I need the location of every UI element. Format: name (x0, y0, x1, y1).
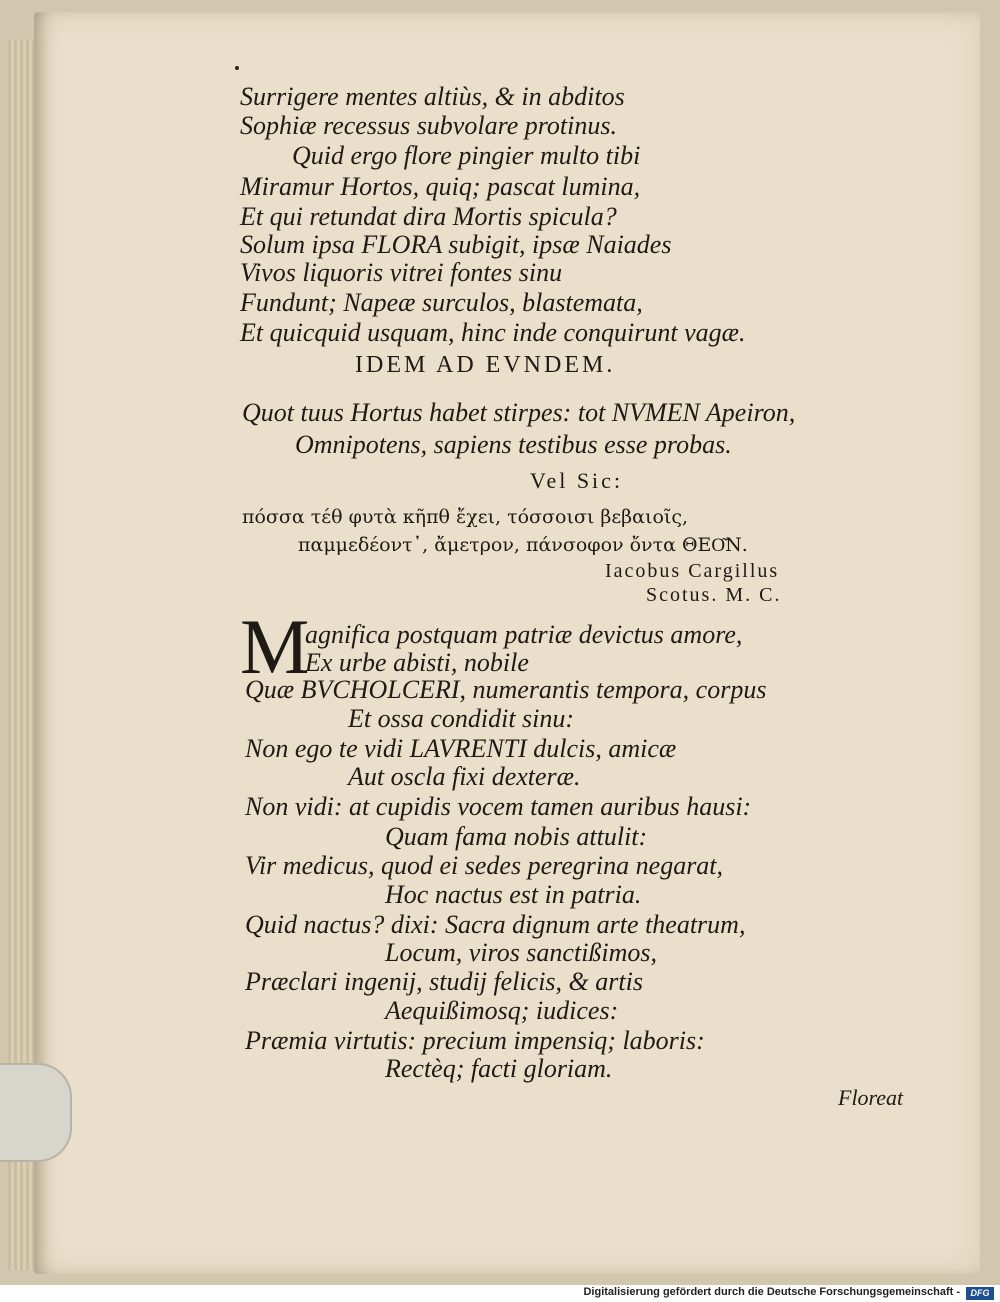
poem3-line-5: Non ego te vidi LAVRENTI dulcis, amicæ (245, 734, 677, 763)
signature-title: Scotus. M. C. (646, 584, 782, 606)
signature-name: Iacobus Cargillus (605, 560, 780, 582)
poem3-line-7: Non vidi: at cupidis vocem tamen auribus hausi: (245, 792, 752, 821)
poem3-line-10: Hoc nactus est in patria. (385, 880, 642, 909)
greek-line-1: πόσσα τέθ φυτὰ κῆπθ ἔχει, τόσσοισι βεβαιοῖς, (242, 506, 689, 528)
dfg-logo-icon: DFG (966, 1287, 994, 1300)
poem3-line-9: Vir medicus, quod ei sedes peregrina negarat, (245, 851, 724, 880)
poem1-line-3: Quid ergo flore pingier multo tibi (292, 141, 641, 170)
poem3-line-13: Præclari ingenij, studij felicis, & artis (245, 967, 643, 996)
greek-line-2: παμμεδέοντ᾽, ἄμετρον, πάνσοφον ὄντα ΘΕΟ͂Ν. (298, 534, 748, 556)
poem3-line-6: Aut oscla fixi dexteræ. (348, 762, 581, 791)
heading-idem-ad-eundem: IDEM AD EVNDEM. (355, 352, 616, 378)
footer-bar (0, 1285, 1000, 1302)
poem3-line-15: Præmia virtutis: precium impensiq; laboris: (245, 1026, 705, 1055)
poem1-line-2: Sophiæ recessus subvolare protinus. (240, 111, 617, 140)
poem1-line-4: Miramur Hortos, quiq; pascat lumina, (240, 172, 641, 201)
poem1-line-7: Vivos liquoris vitrei fontes sinu (240, 258, 563, 287)
dropcap-initial: M (240, 603, 310, 690)
poem3-line-2: Ex urbe abisti, nobile (305, 648, 529, 677)
heading-vel-sic: Vel Sic: (530, 468, 624, 493)
poem1-line-9: Et quicquid usquam, hinc inde conquirunt vagæ. (240, 318, 746, 347)
poem3-line-4: Et ossa condidit sinu: (348, 704, 575, 733)
poem3-line-16: Rectèq; facti gloriam. (385, 1054, 613, 1083)
page-clip (0, 1063, 72, 1162)
poem1-line-6: Solum ipsa FLORA subigit, ipsæ Naiades (240, 230, 672, 259)
footer-credit: Digitalisierung gefördert durch die Deutsche Forschungsgemeinschaft - (583, 1286, 960, 1298)
catchword: Floreat (838, 1085, 904, 1110)
poem3-line-11: Quid nactus? dixi: Sacra dignum arte theatrum, (245, 910, 746, 939)
poem1-line-1: Surrigere mentes altiùs, & in abditos (240, 82, 625, 111)
poem1-line-5: Et qui retundat dira Mortis spicula? (240, 202, 617, 231)
poem2-line-2: Omnipotens, sapiens testibus esse probas. (295, 430, 732, 459)
poem2-line-1: Quot tuus Hortus habet stirpes: tot NVMEN Apeiron, (242, 398, 796, 427)
ink-dot (235, 66, 239, 70)
poem1-line-8: Fundunt; Napeæ surculos, blastemata, (240, 288, 643, 317)
poem3-line-14: Aequißimosq; iudices: (385, 996, 619, 1025)
poem3-line-1: agnifica postquam patriæ devictus amore, (305, 620, 743, 649)
poem3-line-8: Quam fama nobis attulit: (385, 822, 648, 851)
poem3-line-12: Locum, viros sanctißimos, (385, 938, 658, 967)
poem3-line-3: Quæ BVCHOLCERI, numerantis tempora, corpus (245, 675, 767, 704)
